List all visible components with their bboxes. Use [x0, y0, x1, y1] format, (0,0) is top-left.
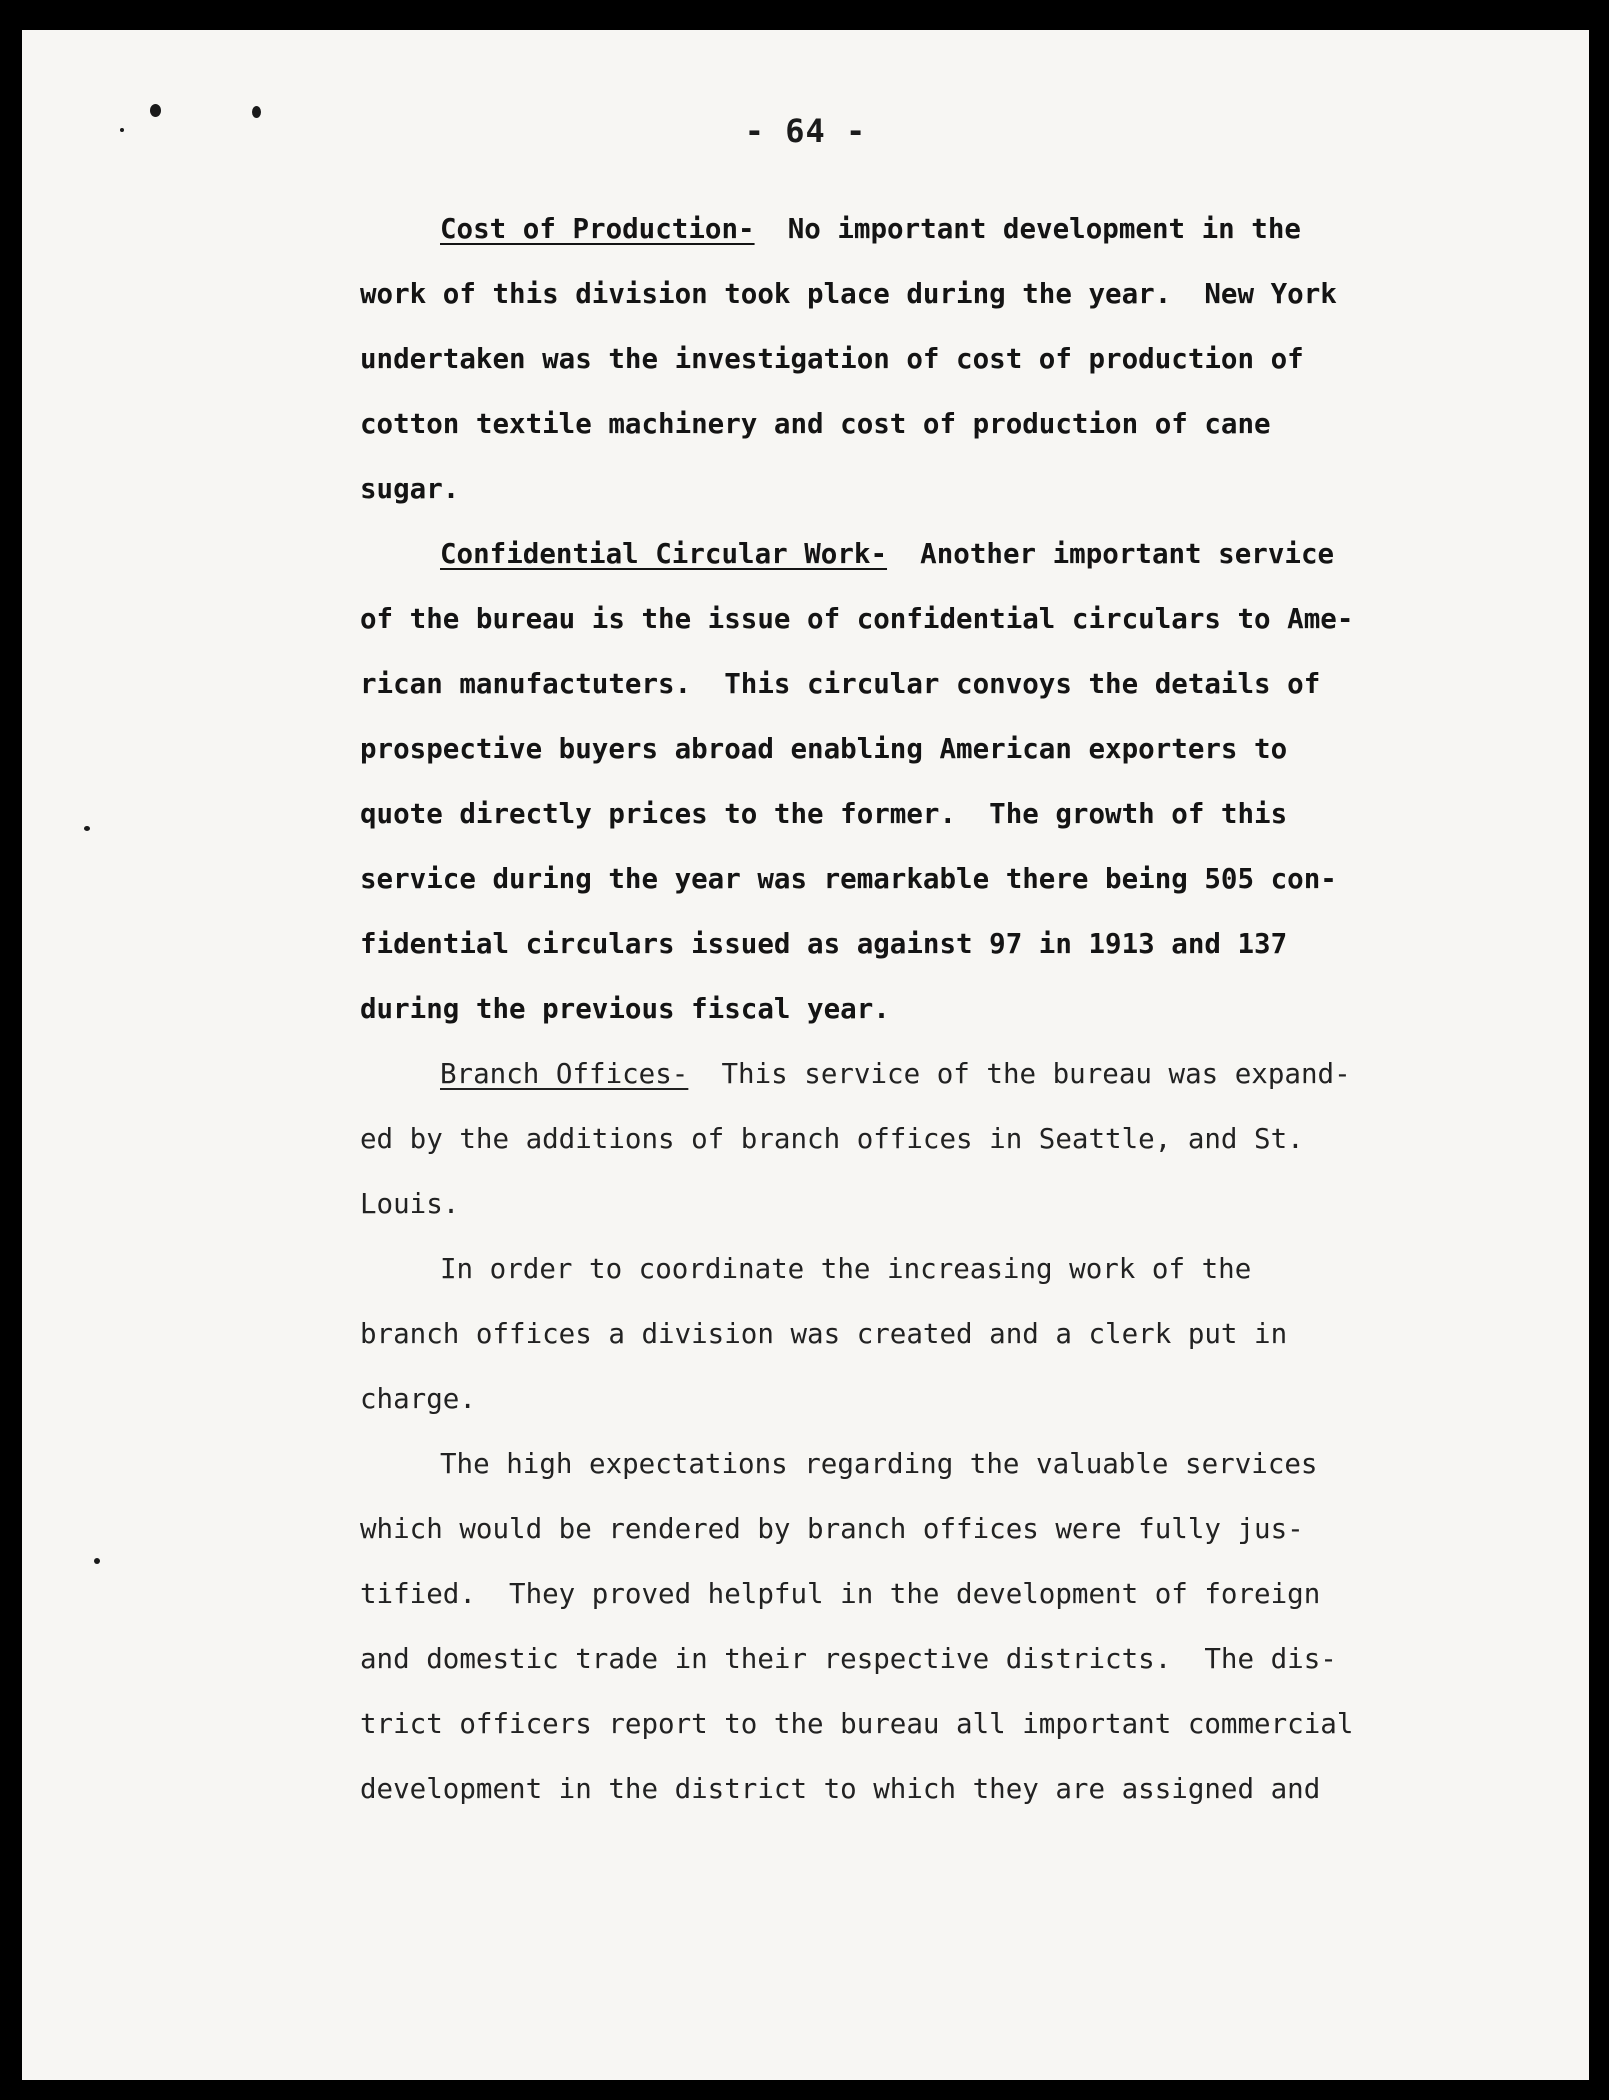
paragraph-line: branch offices a division was created and a clerk put in	[360, 1318, 1288, 1350]
paragraph-line: undertaken was the investigation of cost of production of	[360, 343, 1304, 375]
paragraph-line: cotton textile machinery and cost of production of cane	[360, 408, 1271, 440]
paragraph-line: tified. They proved helpful in the development of foreign	[360, 1578, 1321, 1610]
paragraph-line: Branch Offices- This service of the bureau was expand-	[440, 1058, 1351, 1090]
page-number: - 64 -	[744, 112, 867, 150]
paragraph-line: ed by the additions of branch offices in Seattle, and St.	[360, 1123, 1304, 1155]
paragraph-line: Confidential Circular Work- Another important service	[440, 538, 1335, 570]
paragraph-line: Louis.	[360, 1188, 460, 1220]
paragraph-line: and domestic trade in their respective districts. The dis-	[360, 1643, 1337, 1675]
paragraph-line: during the previous fiscal year.	[360, 993, 890, 1025]
paragraph-line: The high expectations regarding the valuable services	[440, 1448, 1318, 1480]
paragraph-line: quote directly prices to the former. The growth of this	[360, 798, 1288, 830]
paragraph-line: work of this division took place during the year. New York	[360, 278, 1337, 310]
paragraph-line: prospective buyers abroad enabling American exporters to	[360, 733, 1288, 765]
paragraph-line: sugar.	[360, 473, 460, 505]
paragraph-line: which would be rendered by branch offices were fully jus-	[360, 1513, 1304, 1545]
paragraph-line: of the bureau is the issue of confidential circulars to Ame-	[360, 603, 1354, 635]
paragraph-line: charge.	[360, 1383, 476, 1415]
ink-mark	[84, 826, 90, 831]
paragraph-line: development in the district to which they are assigned and	[360, 1773, 1321, 1805]
paragraph-line: fidential circulars issued as against 97 in 1913 and 137	[360, 928, 1288, 960]
paragraph-line: rican manufactuters. This circular convoys the details of	[360, 668, 1321, 700]
section-heading: Cost of Production-	[440, 213, 755, 245]
section-heading: Branch Offices-	[440, 1058, 689, 1090]
ink-mark	[94, 1558, 100, 1564]
paragraph-line: In order to coordinate the increasing work of the	[440, 1253, 1252, 1285]
paragraph-line: Cost of Production- No important development in the	[440, 213, 1301, 245]
document-page	[22, 30, 1589, 2080]
paragraph-line: service during the year was remarkable there being 505 con-	[360, 863, 1337, 895]
paragraph-line: trict officers report to the bureau all important commercial	[360, 1708, 1354, 1740]
section-heading: Confidential Circular Work-	[440, 538, 888, 570]
